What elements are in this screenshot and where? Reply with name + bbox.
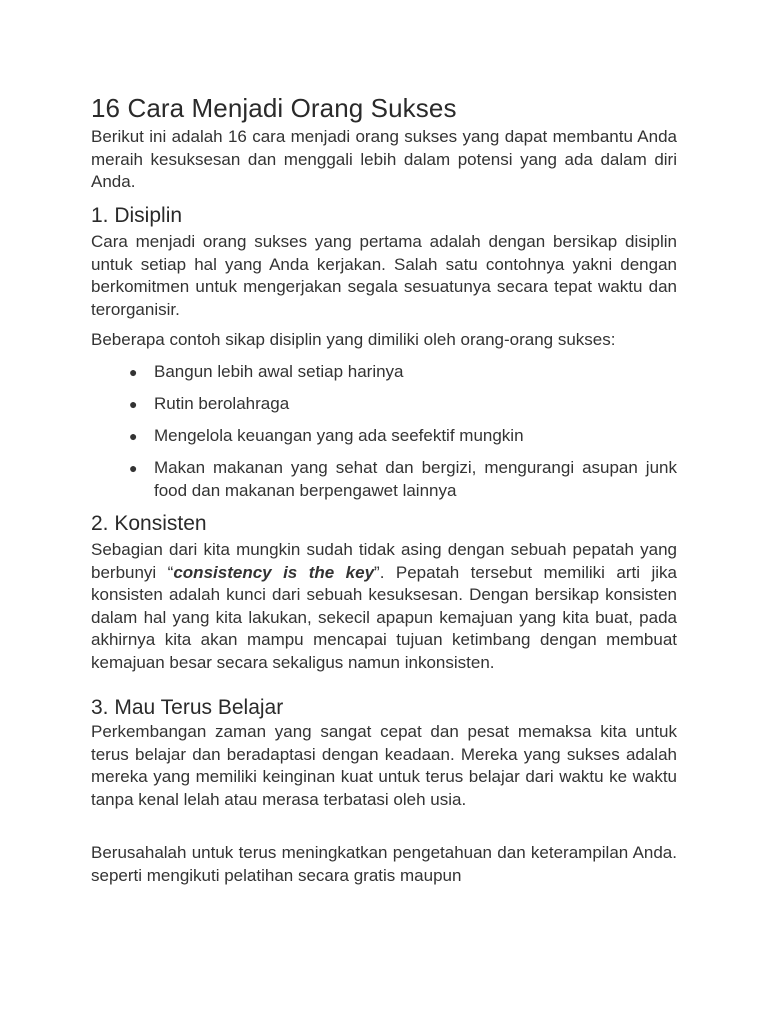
intro-paragraph: Berikut ini adalah 16 cara menjadi orang sukses yang dapat membantu Anda meraih kesuksesan dan menggali lebih dalam potensi yang ada dalam diri Anda. [91,127,677,192]
bullet-icon: ● [129,460,138,476]
document-title: 16 Cara Menjadi Orang Sukses [91,93,457,123]
konsisten-text-after: ”. Pepatah tersebut memiliki arti jika konsisten adalah kunci dari sebuah kesuksesan. Dengan bersikap konsisten dalam hal yang kita lakukan, sekecil apapun kemajuan yang kita buat, pada akhirnya kita akan mampu mencapai tujuan ketimbang dengan membuat kemajuan besar secara sekaligus namun inkonsisten. [91,562,677,672]
section-paragraph-konsisten [91,539,677,675]
section-heading-disiplin: 1. Disiplin [91,204,183,227]
bullet-icon: ● [129,396,138,412]
list-intro-disiplin: Beberapa contoh sikap disiplin yang dimiliki oleh orang-orang sukses: [91,330,616,349]
bullet-icon: ● [129,428,138,444]
section-paragraph-mau-terus-belajar: Perkembangan zaman yang sangat cepat dan pesat memaksa kita untuk terus belajar dan beradaptasi dengan keadaan. Mereka yang sukses adalah mereka yang memiliki keinginan kuat untuk terus belajar dari waktu ke waktu tanpa kenal lelah atau merasa terbatasi oleh usia. [91,722,677,809]
list-item-text: Rutin berolahraga [154,394,290,413]
section-paragraph-disiplin: Cara menjadi orang sukses yang pertama adalah dengan bersikap disiplin untuk setiap hal yang Anda kerjakan. Salah satu contohnya yakni dengan berkomitmen untuk mengerjakan segala sesuatunya secara tepat waktu dan terorganisir. [91,232,677,319]
konsisten-text-before: Sebagian dari kita mungkin sudah tidak asing dengan sebuah pepatah yang berbunyi “ [91,540,677,582]
list-item-text: Mengelola keuangan yang ada seefektif mungkin [154,426,524,445]
section-paragraph-2-mau-terus-belajar: Berusahalah untuk terus meningkatkan pengetahuan dan keterampilan Anda. seperti mengikuti pelatihan secara gratis maupun [91,843,677,885]
list-item-text: Makan makanan yang sehat dan bergizi, mengurangi asupan junk food dan makanan berpengawet lainnya [154,458,677,500]
bullet-icon: ● [129,364,138,380]
section-heading-konsisten: 2. Konsisten [91,512,207,535]
list-item-text: Bangun lebih awal setiap harinya [154,362,404,381]
konsisten-emphasis: consistency is the key [173,562,375,582]
section-heading-mau-terus-belajar: 3. Mau Terus Belajar [91,696,284,719]
